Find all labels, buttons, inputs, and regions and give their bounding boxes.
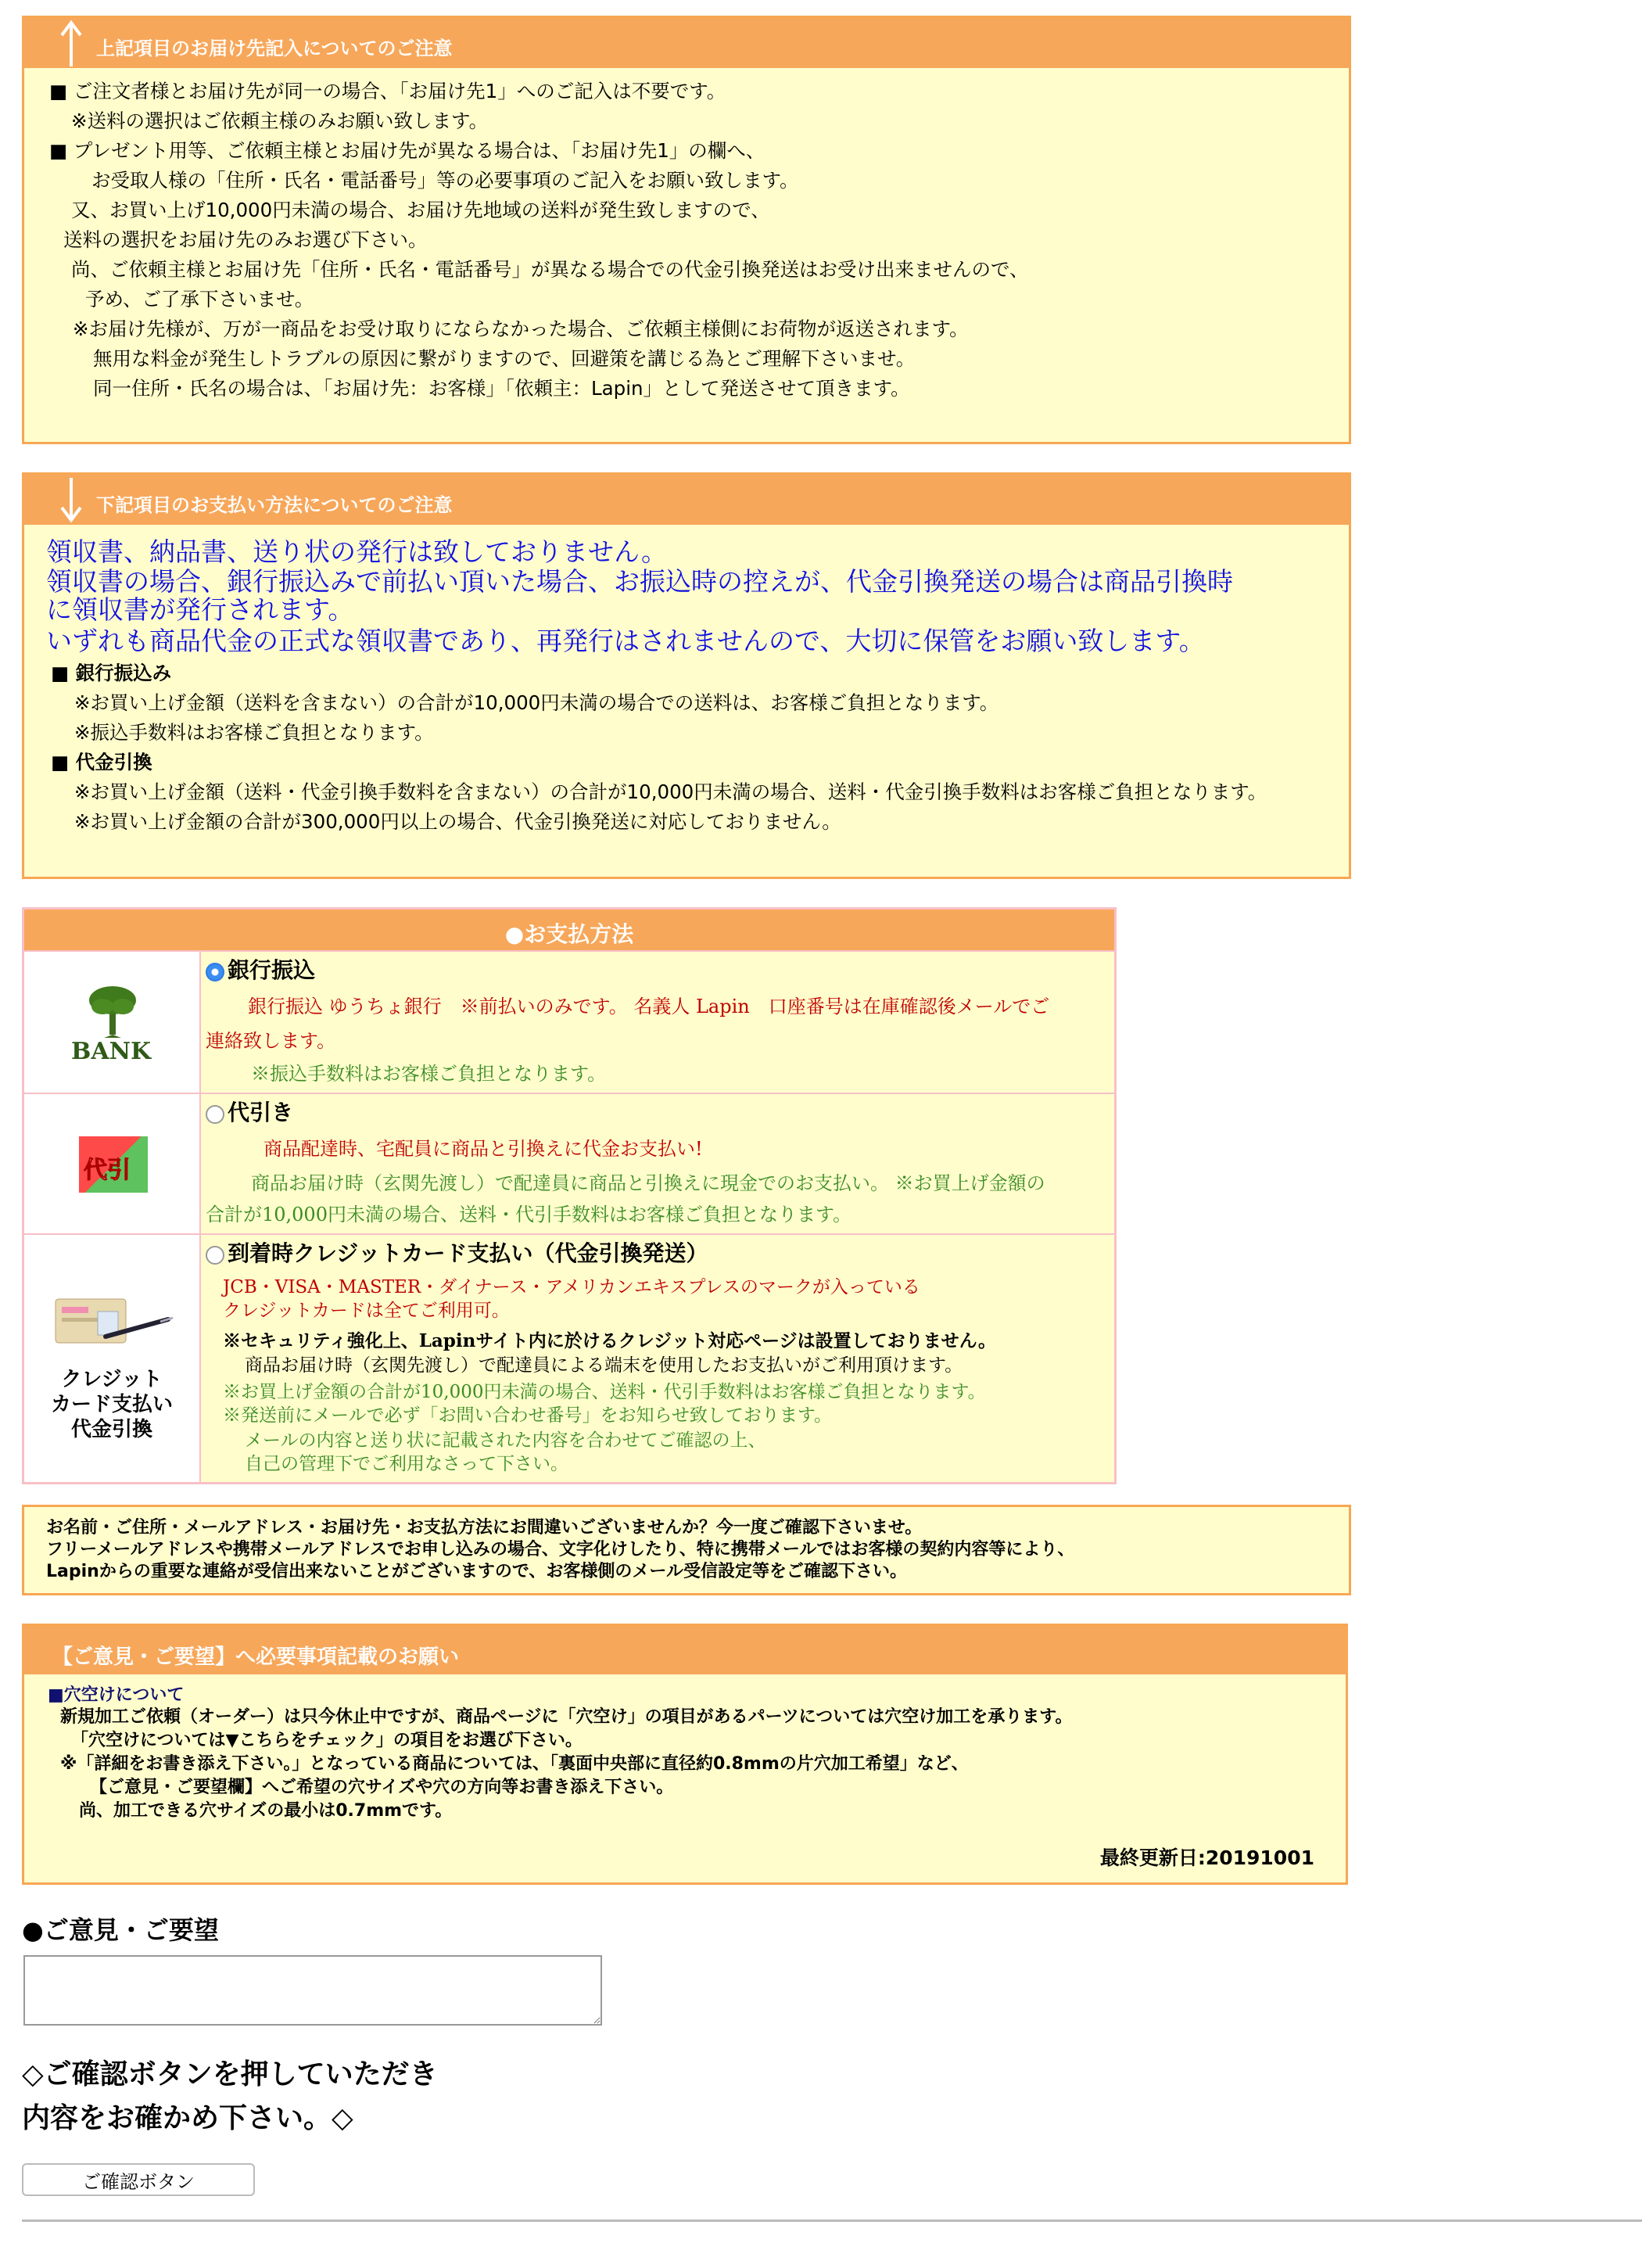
receipt-notice-line: に領収書が発行されます。 [46,594,354,625]
bank-transfer-detail: 銀行振込 ゆうちょ銀行 ※前払いのみです。 名義人 Lapin 口座番号は在庫確認後メールでご [248,996,1050,1017]
bank-icon-label: BANK [71,1038,152,1065]
cod-detail: 商品配達時、宅配員に商品と引換えに代金お支払い! [264,1138,703,1160]
cod-line: ※お買い上げ金額（送料・代金引換手数料を含まない）の合計が10,000円未満の場合、送料・代金引換手数料はお客様ご負担となります。 [74,781,1267,803]
credit-card-label: 到着時クレジットカード支払い（代金引換発送） [228,1240,708,1266]
delivery-line: 同一住所・氏名の場合は、「お届け先：お客様」「依頼主：Lapin」として発送させて頂きます。 [93,377,910,400]
cod-line: ※お買い上げ金額の合計が300,000円以上の場合、代金引換発送に対応しておりません。 [74,810,841,833]
payment-notice-header [24,475,1349,525]
credit-card-radio[interactable] [206,1246,224,1265]
cod-icon-label: 代引 [84,1157,131,1184]
confirmation-notice-line: フリーメールアドレスや携帯メールアドレスでお申し込みの場合、文字化けしたり、特に携帯メールではお客様の契約内容等により、 [46,1540,1075,1559]
bank-transfer-label: 銀行振込 [228,957,316,983]
request-notice-header [24,1626,1346,1674]
delivery-line: お受取人様の「住所・氏名・電話番号」等の必要事項のご記入をお願い致します。 [91,169,799,192]
credit-card-detail: ※お買上げ金額の合計が10,000円未満の場合、送料・代引手数料はお客様ご負担となります。 [223,1382,986,1402]
cod-detail: 合計が10,000円未満の場合、送料・代引手数料はお客様ご負担となります。 [206,1204,852,1226]
last-updated: 最終更新日:20191001 [1099,1846,1314,1869]
credit-card-detail: ※セキュリティ強化上、Lapinサイト内に於けるクレジット対応ページは設置しておりません。 [223,1330,997,1351]
cod-icon [79,1136,148,1193]
bank-option-cell[interactable] [201,950,1114,1093]
confirm-button[interactable]: ご確認ボタン [22,2163,255,2196]
delivery-line: ■ ご注文者様とお届け先が同一の場合、「お届け先1」へのご記入は不要です。 [49,80,726,102]
delivery-line: ※お届け先様が、万が一商品をお受け取りにならなかった場合、ご依頼主様側にお荷物が返送されます。 [73,318,969,340]
bank-transfer-detail: 連絡致します。 [206,1030,336,1052]
cod-option-cell[interactable] [201,1093,1114,1233]
delivery-line: ※送料の選択はご依頼主様のみお願い致します。 [71,109,489,132]
credit-card-detail: 商品お届け時（玄関先渡し）で配達員による端末を使用したお支払いがご利用頂けます。 [245,1355,963,1376]
delivery-line: 又、お買い上げ10,000円未満の場合、お届け先地域の送料が発生致しますので、 [71,199,770,221]
cod-label: 代引き [228,1100,294,1125]
card-option-cell[interactable] [201,1233,1114,1482]
delivery-line: ■ プレゼント用等、ご依頼主様とお届け先が異なる場合は、「お届け先1」の欄へ、 [49,139,765,162]
cod-radio[interactable] [206,1105,224,1124]
delivery-notice-box [22,16,1351,444]
request-notice-box [22,1624,1348,1885]
payment-method-header [24,910,1114,950]
delivery-line: 無用な料金が発生しトラブルの原因に繋がりますので、回避策を講じる為とご理解下さいませ。 [93,347,916,370]
payment-notice-title: 下記項目のお支払い方法についてのご注意 [96,494,453,516]
cod-heading: ■ 代金引換 [51,751,152,773]
arrow-up-icon [56,18,87,68]
card-icon-label: カード支払い [50,1393,173,1416]
credit-card-detail: メールの内容と送り状に記載された内容を合わせてご確認の上、 [245,1430,766,1451]
card-icon-cell [24,1233,201,1482]
card-icon-label: 代金引換 [70,1418,152,1441]
confirmation-notice-line: Lapinからの重要な連絡が受信出来ないことがございますので、お客様側のメール受信設定等をご確認下さい。 [46,1562,907,1581]
bank-transfer-line: ※振込手数料はお客様ご負担となります。 [74,721,434,744]
credit-card-detail: 自己の管理下でご利用なさって下さい。 [245,1454,568,1474]
delivery-line: 予め、ご了承下さいませ。 [85,288,314,310]
footer-divider [22,2220,1642,2222]
bank-transfer-radio[interactable] [206,963,224,981]
cod-icon-cell [24,1093,201,1233]
delivery-line: 尚、ご依頼主様とお届け先「住所・氏名・電話番号」が異なる場合での代金引換発送はお受け出来ませんので、 [71,258,1029,281]
card-icon-label: クレジット [61,1368,163,1391]
hole-notice-line: 【ご意見・ご要望欄】へご希望の穴サイズや穴の方向等お書き添え下さい。 [90,1778,674,1797]
request-notice-title: 【ご意見・ご要望】へ必要事項記載のお願い [52,1645,460,1669]
hole-notice-heading: ■穴空けについて [48,1685,185,1705]
bank-transfer-fee: ※振込手数料はお客様ご負担となります。 [251,1063,607,1085]
confirmation-notice-box [22,1505,1351,1595]
feedback-label: ●ご意見・ご要望 [22,1915,219,1945]
hole-notice-line: 「穴空けについては▼こちらをチェック」の項目をお選び下さい。 [71,1731,583,1750]
receipt-notice-line: いずれも商品代金の正式な領収書であり、再発行はされませんので、大切に保管をお願い致します。 [46,626,1205,656]
delivery-notice-header [24,18,1349,68]
feedback-textarea[interactable] [23,1955,602,2026]
credit-card-detail: ※発送前にメールで必ず「お問い合わせ番号」をお知らせ致しております。 [223,1405,833,1426]
credit-card-detail: JCB・VISA・MASTER・ダイナース・アメリカンエキスプレスのマークが入っている [223,1277,920,1297]
receipt-notice-line: 領収書、納品書、送り状の発行は致しておりません。 [46,536,667,567]
bank-transfer-heading: ■ 銀行振込み [51,662,172,684]
delivery-notice-title: 上記項目のお届け先記入についてのご注意 [96,38,453,59]
cod-detail: 商品お届け時（玄関先渡し）で配達員に商品と引換えに現金でのお支払い。 ※お買上げ金額の [251,1172,1045,1194]
confirmation-notice-line: お名前・ご住所・メールアドレス・お届け先・お支払方法にお間違いございませんか？今一度ご確認下さいませ。 [46,1518,923,1538]
hole-notice-line: 尚、加工できる穴サイズの最小は0.7mmです。 [79,1801,453,1821]
bank-icon-cell [24,950,201,1093]
payment-method-table [22,907,1117,1484]
receipt-notice-line: 領収書の場合、銀行振込みで前払い頂いた場合、お振込時の控えが、代金引換発送の場合は商品引換時 [46,566,1233,597]
payment-notice-box [22,472,1351,879]
credit-card-icon [51,1291,176,1354]
hole-notice-line: ※「詳細をお書き添え下さい。」となっている商品については、「裏面中央部に直径約0.8mmの片穴加工希望」など、 [60,1754,969,1774]
credit-card-detail: クレジットカードは全てご利用可。 [223,1301,510,1321]
confirm-instruction: ◇ご確認ボタンを押していただき [22,2058,438,2090]
delivery-line: 送料の選択をお届け先のみお選び下さい。 [63,228,428,251]
bank-transfer-line: ※お買い上げ金額（送料を含まない）の合計が10,000円未満の場合での送料は、お客様ご負担となります。 [74,691,999,714]
payment-method-title: ●お支払方法 [504,921,634,947]
arrow-down-icon [56,475,87,525]
hole-notice-line: 新規加工ご依頼（オーダー）は只今休止中ですが、商品ページに「穴空け」の項目があるパーツについては穴空け加工を承ります。 [60,1707,1073,1727]
confirm-instruction: 内容をお確かめ下さい。◇ [22,2101,353,2134]
bank-tree-icon [87,983,138,1038]
